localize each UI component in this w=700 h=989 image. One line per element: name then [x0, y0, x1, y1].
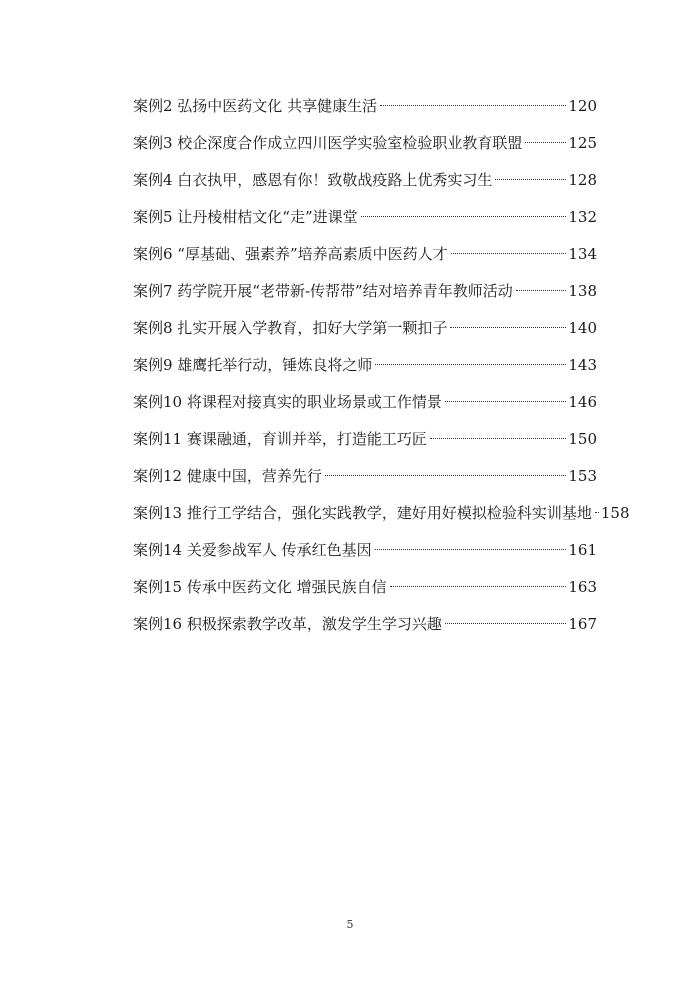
dot-leader	[445, 623, 567, 624]
toc-entry-page: 125	[568, 134, 597, 152]
toc-entry-title: 案例8 扎实开展入学教育，扣好大学第一颗扣子	[133, 319, 448, 337]
toc-entry-title: 案例14 关爱参战军人 传承红色基因	[133, 541, 372, 559]
toc-entry-page: 163	[568, 578, 597, 596]
toc-entry[interactable]	[133, 162, 597, 199]
toc-entry[interactable]	[133, 384, 597, 421]
toc-entry-title: 案例7 药学院开展“老带新-传帮带”结对培养青年教师活动	[133, 282, 513, 300]
toc-entry-page: 143	[568, 356, 597, 374]
toc-entry-page: 146	[568, 393, 597, 411]
toc-entry-title: 案例10 将课程对接真实的职业场景或工作情景	[133, 393, 442, 411]
toc-entry-title: 案例13 推行工学结合，强化实践教学，建好用好模拟检验科实训	[133, 504, 562, 522]
toc-entry[interactable]	[133, 236, 597, 273]
toc-entry-page: 161	[568, 541, 597, 559]
dot-leader	[430, 438, 567, 439]
dot-leader	[375, 364, 566, 365]
toc-entry-title-continuation	[562, 495, 630, 532]
toc-entry-page: 140	[568, 319, 597, 337]
toc-entry[interactable]	[133, 310, 597, 347]
toc-entry-title: 案例16 积极探索教学改革，激发学生学习兴趣	[133, 615, 442, 633]
toc-entry[interactable]	[133, 569, 597, 606]
toc-entry[interactable]	[133, 347, 597, 384]
toc-entry-title: 案例11 赛课融通，育训并举，打造能工巧匠	[133, 430, 427, 448]
dot-leader	[450, 327, 566, 328]
dot-leader	[325, 475, 567, 476]
dot-leader	[516, 290, 567, 291]
toc-entry-page: 153	[568, 467, 597, 485]
toc-entry[interactable]	[133, 606, 597, 643]
toc-entry[interactable]	[133, 458, 597, 495]
dot-leader	[451, 253, 567, 254]
toc-entry-title: 案例4 白衣执甲，感恩有你！致敬战疫路上优秀实习生	[133, 171, 493, 189]
toc-entry[interactable]	[133, 421, 597, 458]
dot-leader	[495, 179, 566, 180]
toc-entry-page: 150	[568, 430, 597, 448]
dot-leader	[375, 549, 567, 550]
dot-leader	[525, 142, 566, 143]
toc-entry-page: 132	[568, 208, 597, 226]
toc-entry-page: 167	[568, 615, 597, 633]
toc-entry-title: 案例2 弘扬中医药文化 共享健康生活	[133, 97, 378, 115]
toc-entry-page: 128	[568, 171, 597, 189]
table-of-contents	[133, 88, 630, 643]
toc-entry-title: 案例15 传承中医药文化 增强民族自信	[133, 578, 387, 596]
toc-entry[interactable]	[133, 88, 597, 125]
toc-entry[interactable]	[133, 532, 597, 569]
toc-entry-page: 158	[600, 504, 630, 522]
toc-entry-title: 案例5 让丹棱柑桔文化“走”进课堂	[133, 208, 358, 226]
toc-entry-page: 138	[568, 282, 597, 300]
dot-leader	[390, 586, 567, 587]
toc-entry[interactable]	[133, 495, 630, 532]
dot-leader	[445, 401, 567, 402]
toc-entry[interactable]	[133, 125, 597, 162]
toc-entry-title: 案例12 健康中国，营养先行	[133, 467, 322, 485]
toc-entry-page: 134	[568, 245, 597, 263]
toc-entry-page: 120	[568, 97, 597, 115]
toc-entry-title: 案例6 “厚基础、强素养”培养高素质中医药人才	[133, 245, 448, 263]
dot-leader	[595, 512, 599, 513]
toc-entry[interactable]	[133, 273, 597, 310]
dot-leader	[380, 105, 566, 106]
page-number: 5	[346, 918, 354, 931]
toc-entry-title-line2: 基地	[561, 504, 592, 522]
toc-entry-title: 案例9 雄鹰托举行动，锤炼良将之师	[133, 356, 373, 374]
toc-entry-title: 案例3 校企深度合作成立四川医学实验室检验职业教育联盟	[133, 134, 523, 152]
toc-entry[interactable]	[133, 199, 597, 236]
dot-leader	[361, 216, 567, 217]
